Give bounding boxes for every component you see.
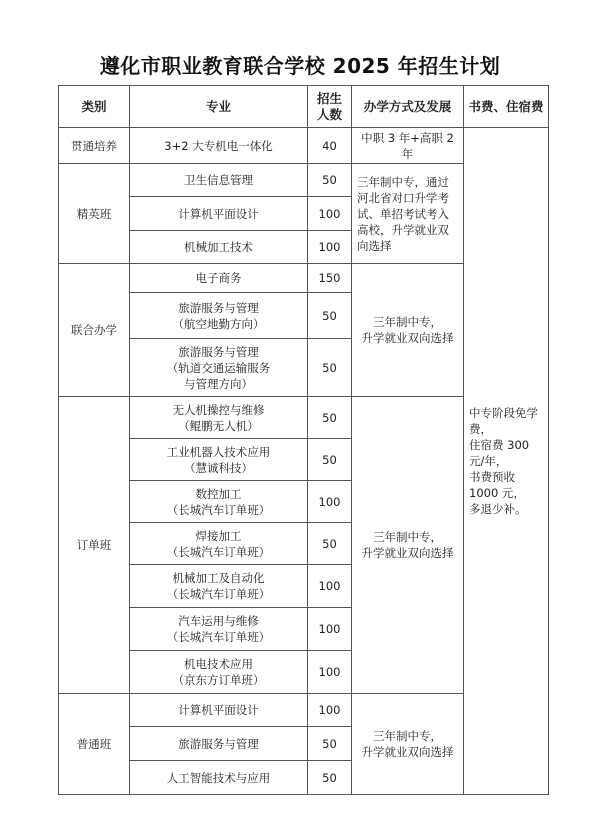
major-cell: 电子商务 — [130, 264, 308, 293]
category-jingying: 精英班 — [59, 164, 130, 264]
enrollment-cell: 100 — [308, 694, 352, 727]
major-cell: 旅游服务与管理 — [130, 727, 308, 761]
enrollment-cell: 100 — [308, 608, 352, 651]
major-cell: 无人机操控与维修 （鲲鹏无人机） — [130, 397, 308, 439]
major-cell: 计算机平面设计 — [130, 197, 308, 231]
header-category: 类别 — [59, 86, 130, 128]
mode-putong: 三年制中专， 升学就业双向选择 — [352, 694, 464, 795]
header-enrollment: 招生 人数 — [308, 86, 352, 128]
enrollment-cell: 100 — [308, 481, 352, 523]
major-cell: 人工智能技术与应用 — [130, 761, 308, 795]
major-cell: 焊接加工 （长城汽车订单班） — [130, 523, 308, 565]
major-cell: 3+2 大专机电一体化 — [130, 128, 308, 164]
fees-cell: 中专阶段免学费， 住宿费 300 元/年， 书费预收 1000 元， 多退少补。 — [464, 128, 549, 795]
mode-jingying: 三年制中专，通过 河北省对口升学考 试、单招考试考入 高校，升学就业双 向选择 — [352, 164, 464, 264]
major-cell: 数控加工 （长城汽车订单班） — [130, 481, 308, 523]
enrollment-cell: 50 — [308, 397, 352, 439]
header-fees: 书费、住宿费 — [464, 86, 549, 128]
enrollment-cell: 50 — [308, 761, 352, 795]
category-lianhe: 联合办学 — [59, 264, 130, 397]
category-guantong: 贯通培养 — [59, 128, 130, 164]
major-cell: 机电技术应用 （京东方订单班） — [130, 651, 308, 694]
header-mode: 办学方式及发展 — [352, 86, 464, 128]
enrollment-cell: 150 — [308, 264, 352, 293]
major-cell: 旅游服务与管理 （航空地勤方向） — [130, 293, 308, 339]
mode-guantong: 中职 3 年+高职 2 年 — [352, 128, 464, 164]
category-dingdan: 订单班 — [59, 397, 130, 694]
mode-lianhe: 三年制中专， 升学就业双向选择 — [352, 264, 464, 397]
enrollment-cell: 40 — [308, 128, 352, 164]
enrollment-cell: 50 — [308, 523, 352, 565]
table-header-row — [59, 86, 549, 128]
enrollment-cell: 50 — [308, 727, 352, 761]
enrollment-cell: 50 — [308, 339, 352, 397]
enrollment-cell: 50 — [308, 164, 352, 197]
table-row — [59, 128, 549, 164]
major-cell: 卫生信息管理 — [130, 164, 308, 197]
enrollment-cell: 50 — [308, 293, 352, 339]
page-title: 遵化市职业教育联合学校 2025 年招生计划 — [99, 54, 501, 78]
enrollment-cell: 100 — [308, 565, 352, 608]
major-cell: 旅游服务与管理 （轨道交通运输服务 与管理方向） — [130, 339, 308, 397]
header-major: 专业 — [130, 86, 308, 128]
category-putong: 普通班 — [59, 694, 130, 795]
enrollment-cell: 100 — [308, 197, 352, 231]
enrollment-cell: 50 — [308, 439, 352, 481]
enrollment-plan-table — [58, 85, 549, 795]
major-cell: 机械加工技术 — [130, 231, 308, 264]
enrollment-cell: 100 — [308, 651, 352, 694]
enrollment-cell: 100 — [308, 231, 352, 264]
major-cell: 机械加工及自动化 （长城汽车订单班） — [130, 565, 308, 608]
major-cell: 汽车运用与维修 （长城汽车订单班） — [130, 608, 308, 651]
mode-dingdan: 三年制中专， 升学就业双向选择 — [352, 397, 464, 694]
major-cell: 计算机平面设计 — [130, 694, 308, 727]
major-cell: 工业机器人技术应用 （慧诚科技） — [130, 439, 308, 481]
